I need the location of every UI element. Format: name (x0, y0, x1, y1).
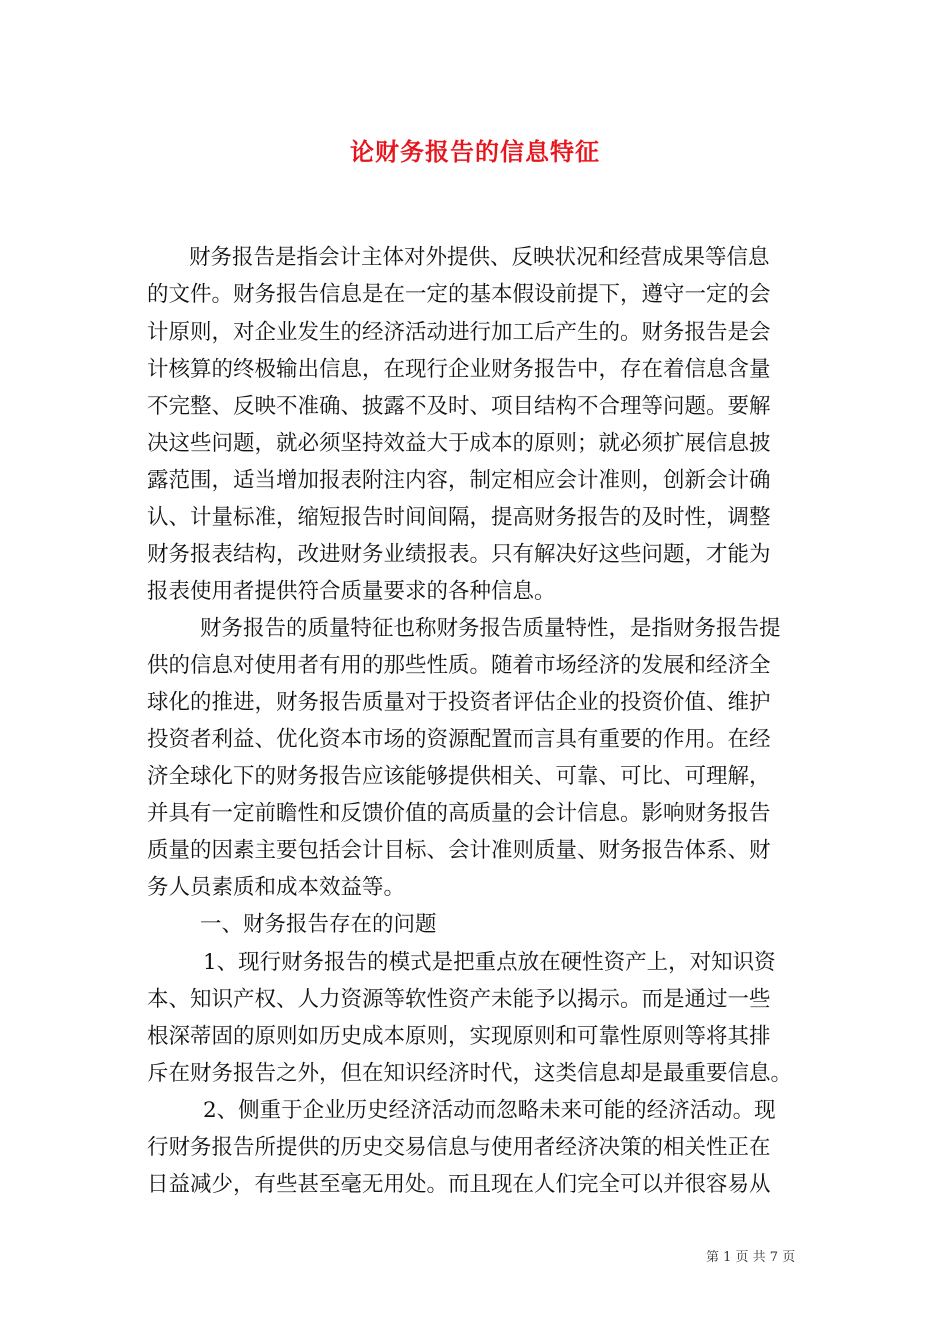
text-line: 的文件。财务报告信息是在一定的基本假设前提下，遵守一定的会 (147, 282, 771, 307)
text-line: 报表使用者提供符合质量要求的各种信息。 (147, 579, 556, 604)
text-line: 不完整、反映不准确、披露不及时、项目结构不合理等问题。要解 (147, 394, 771, 419)
text-line: 日益减少，有些甚至毫无用处。而且现在人们完全可以并很容易从 (147, 1172, 771, 1197)
text-line: 1、现行财务报告的模式是把重点放在硬性资产上，对知识资 (203, 950, 776, 975)
text-line: 认、计量标准，缩短报告时间间隔，提高财务报告的及时性，调整 (147, 505, 771, 530)
page-number: 第 1 页 共 7 页 (706, 1250, 796, 1265)
text-line: 投资者利益、优化资本市场的资源配置而言具有重要的作用。在经 (147, 727, 771, 752)
text-line: 计原则，对企业发生的经济活动进行加工后产生的。财务报告是会 (147, 320, 771, 345)
text-line: 2、侧重于企业历史经济活动而忽略未来可能的经济活动。现 (203, 1098, 776, 1123)
document-title: 论财务报告的信息特征 (350, 137, 600, 166)
text-line: 财务报表结构，改进财务业绩报表。只有解决好这些问题，才能为 (147, 542, 771, 567)
text-line: 球化的推进，财务报告质量对于投资者评估企业的投资价值、维护 (147, 690, 771, 715)
text-line: 并具有一定前瞻性和反馈价值的高质量的会计信息。影响财务报告 (147, 801, 771, 826)
text-line: 露范围，适当增加报表附注内容，制定相应会计准则，创新会计确 (147, 468, 771, 493)
text-line: 质量的因素主要包括会计目标、会计准则质量、财务报告体系、财 (147, 838, 771, 863)
text-line: 务人员素质和成本效益等。 (147, 875, 406, 900)
text-line: 根深蒂固的原则如历史成本原则，实现原则和可靠性原则等将其排 (147, 1024, 771, 1049)
text-line: 本、知识产权、人力资源等软性资产未能予以揭示。而是通过一些 (147, 987, 771, 1012)
section-heading: 一、财务报告存在的问题 (200, 912, 437, 937)
text-line: 财务报告的质量特征也称财务报告质量特性，是指财务报告提 (200, 616, 781, 641)
text-line: 行财务报告所提供的历史交易信息与使用者经济决策的相关性正在 (147, 1135, 771, 1160)
text-line: 决这些问题，就必须坚持效益大于成本的原则；就必须扩展信息披 (147, 431, 771, 456)
text-line: 济全球化下的财务报告应该能够提供相关、可靠、可比、可理解， (147, 764, 771, 789)
text-line: 计核算的终极输出信息，在现行企业财务报告中，存在着信息含量 (147, 357, 771, 382)
text-line: 供的信息对使用者有用的那些性质。随着市场经济的发展和经济全 (147, 653, 771, 678)
text-line: 斥在财务报告之外，但在知识经济时代，这类信息却是最重要信息。 (147, 1061, 793, 1086)
text-line: 财务报告是指会计主体对外提供、反映状况和经营成果等信息 (189, 245, 770, 270)
